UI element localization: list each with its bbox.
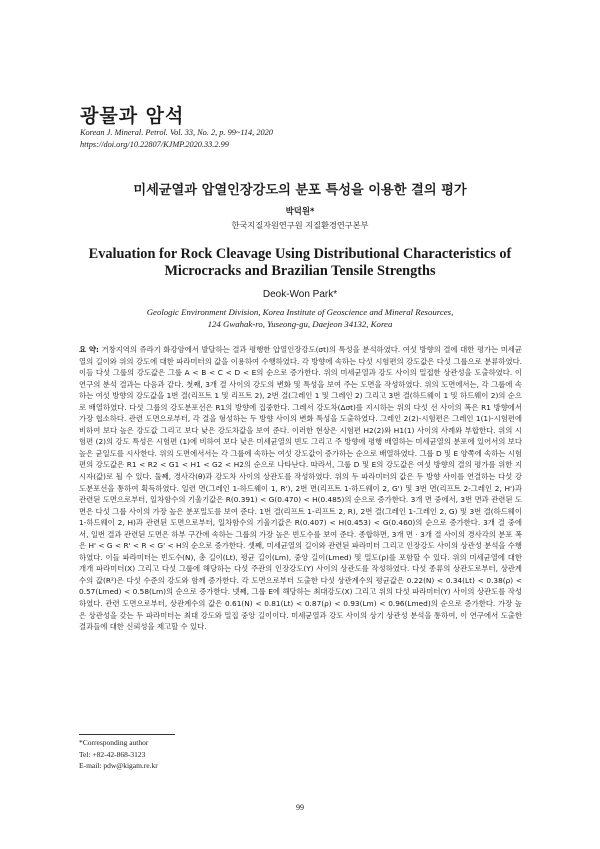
telephone: Tel: +82-42-868-3123 (79, 749, 146, 759)
affiliation-english-line1: Geologic Environment Division, Korea Institute of Geoscience and Mineral Resources, (146, 307, 454, 317)
affiliation-korean: 한국지질자원연구원 지질환경연구본부 (231, 220, 369, 230)
journal-meta (80, 127, 273, 151)
journal-doi[interactable]: https://doi.org/10.22807/KJMP.2020.33.2.99 (80, 140, 229, 149)
title-korean: 미세균열과 압열인장강도의 분포 특성을 이용한 결의 평가 (133, 183, 467, 198)
abstract-text: 거창지역의 쥬라기 화강암에서 발달하는 결과 평행한 압열인장강도(σt)의 특성을 분석하였다. 여섯 방향의 결에 대한 평가는 미세균열의 길이와 위의 강도에 대한 파라미터의 값을 이용하여 수행하였다. 각 방향에 속하는 다섯 시험편의 강도값은 다섯 그룹으로 분류하였다. 이들 다섯 그룹의 강도값은 그룹 A < B < C < D < E의 순으로 증가한다. 위의 미세균열과 강도 사이의 밀접한 상관성을 도출하였다. 이 연구의 분석 결과는 다음과 같다. 첫째, 3개 결 사이의 강도의 변화 및 특성을 보여 주는 도면을 작성하였다. 위의 도면에서는, 각 그룹에 속하는 여섯 방향의 강도값을 1번 결(리프트 1 및 리프트 2), 2번 결(그레인 1 및 그레인 2) 그리고 3번 결(하드웨이 1 및 하드웨이 2)의 순으로 배열하였다. 다섯 그룹의 강도분포선은 R1의 방향에 집중한다. 그레서 강도차(Δσt)를 지시하는 위의 다섯 선 사이의 폭은 R1 방향에서 가장 협소하다. 관련 도면으로부터, 각 결을 형성하는 두 방향 사이의 변화 특성을 도출하였다. 그레인 2(2)-시험편은 그레인 1(1)-시험편에 비하여 보다 높은 강도값 그리고 보다 낮은 강도차값을 보여 준다. 이러한 현상은 시험편 H2(2)와 H1(1) 사이의 사례와 부합한다. 위의 시험편 (2)의 강도 특성은 시험편 (1)에 비하여 보다 낮은 미세균열의 빈도 그리고 주 방향에 평행 배열하는 미세균열의 분포에 있어서의 보다 높은 균일도를 시사한다. 위의 도면에서서는 각 그룹에 속하는 여섯 강도값이 증가하는 순으로 배열하였다. 그룹 D 및 E 양쪽에 속하는 시험편의 강도값은 R1 < R2 < G1 < H1 < G2 < H2의 순으로 나타난다. 따라서, 그룹 D 및 E의 강도값은 여섯 방향의 결의 평가를 위한 지시자(값)로 될 수 있다. 둘째, 경사각(θ)과 강도차 사이의 상관도를 작성하였다. 위의 두 파라미터의 값은 두 방향 사이를 연결하는 다섯 강도분포선을 통하여 획득하였다. 일련 면(그레인 1-하드웨이 1, R'), 2번 면(리프트 1-하드웨이 2, G') 및 3번 면(리프트 2-그레인 2, H')과 관련된 도면으로부터, 일차함수의 기울기값은 R(0.391) < G(0.470) < H(0.485)의 순으로 증가한다. 3개 면 중에서, 3번 면과 관련된 도면은 다섯 그룹 사이의 가장 높은 분포밀도를 보여 준다. 1번 결(리프트 1-리프트 2, R), 2번 결(그레인 1-그레인 2, G) 및 3번 결(하드웨이 1-하드웨이 2, H)과 관련된 도면으로부터, 일차함수의 기울기값은 R(0.407) < H(0.453) < G(0.460)의 순으로 증가한다. 3개 결 중에서, 일번 결과 관련된 도면은 하부 구간에 속하는 그룹의 가장 높은 빈도수를 보여 준다. 종합하면, 3개 면 · 3개 결 사이의 경사각의 분포 폭은 H' < G < R' < R < G' < H의 순으로 증가한다. 셋째, 미세균열의 길이와 관련된 파라미터 그리고 인장강도 사이의 상관성 분석을 수행하였다. 이들 파라미터는 빈도수(N), 총 길이(Lt), 평균 길이(Lm), 중앙 길이(Lmed) 및 밀도(ρ)를 포함할 수 있다. 위의 미세균열에 대한 개개 파라미터(X) 그리고 다섯 그룹에 해당하는 다섯 주관의 인장강도(Y) 사이의 상관도를 작성하였다. 다섯 종류의 상관도로부터, 상관계수의 값(R²)은 다섯 수준의 강도와 함께 증가한다. 각 도면으로부터 도출한 다섯 상관계수의 평균값은 0.22(N) < 0.34(Lt) < 0.38(ρ) < 0.57(Lmed) < 0.58(Lm)의 순으로 증가한다. 넷째, 그룹 E에 해당하는 최대강도(X) 그리고 위의 다섯 파라미터(Y) 사이의 상관도를 작성하였다. 관련 도면으로부터, 상관계수의 값은 0.61(N) < 0.81(Lt) < 0.87(ρ) < 0.93(Lm) < 0.96(Lmed)의 순으로 증가한다. 가장 높은 상관성을 갖는 두 파라미터는 최대 강도와 밀집 중앙 길이이다. 미세균열과 강도 사이의 상기 상관성 분석을 통하여, 이 연구에서 도출한 결과들에 대한 신뢰성을 제고할 수 있다. (79, 345, 522, 632)
page-number: 99 (296, 803, 304, 812)
affiliation-english (90, 306, 510, 330)
title-english: Evaluation for Rock Cleavage Using Distributional Characteristics of Microcracks and Brazilian Tensile Strengths (88, 246, 512, 279)
footnote-divider (79, 734, 175, 735)
affiliation-english-line2: 124 Gwahak-ro, Yuseong-gu, Daejeon 34132, Korea (207, 319, 393, 329)
footnote (79, 737, 158, 772)
corresponding-author-note: *Corresponding author (79, 738, 149, 747)
email[interactable]: E-mail: pdw@kigam.re.kr (79, 761, 158, 770)
journal-title: 광물과 암석 (80, 105, 185, 127)
abstract-label: 요 약: (79, 345, 99, 354)
abstract (79, 344, 522, 633)
author-korean: 박덕원* (285, 206, 315, 216)
author-english: Deok-Won Park* (262, 289, 338, 300)
journal-citation: Korean J. Mineral. Petrol. Vol. 33, No. 2, p. 99~114, 2020 (80, 128, 273, 137)
